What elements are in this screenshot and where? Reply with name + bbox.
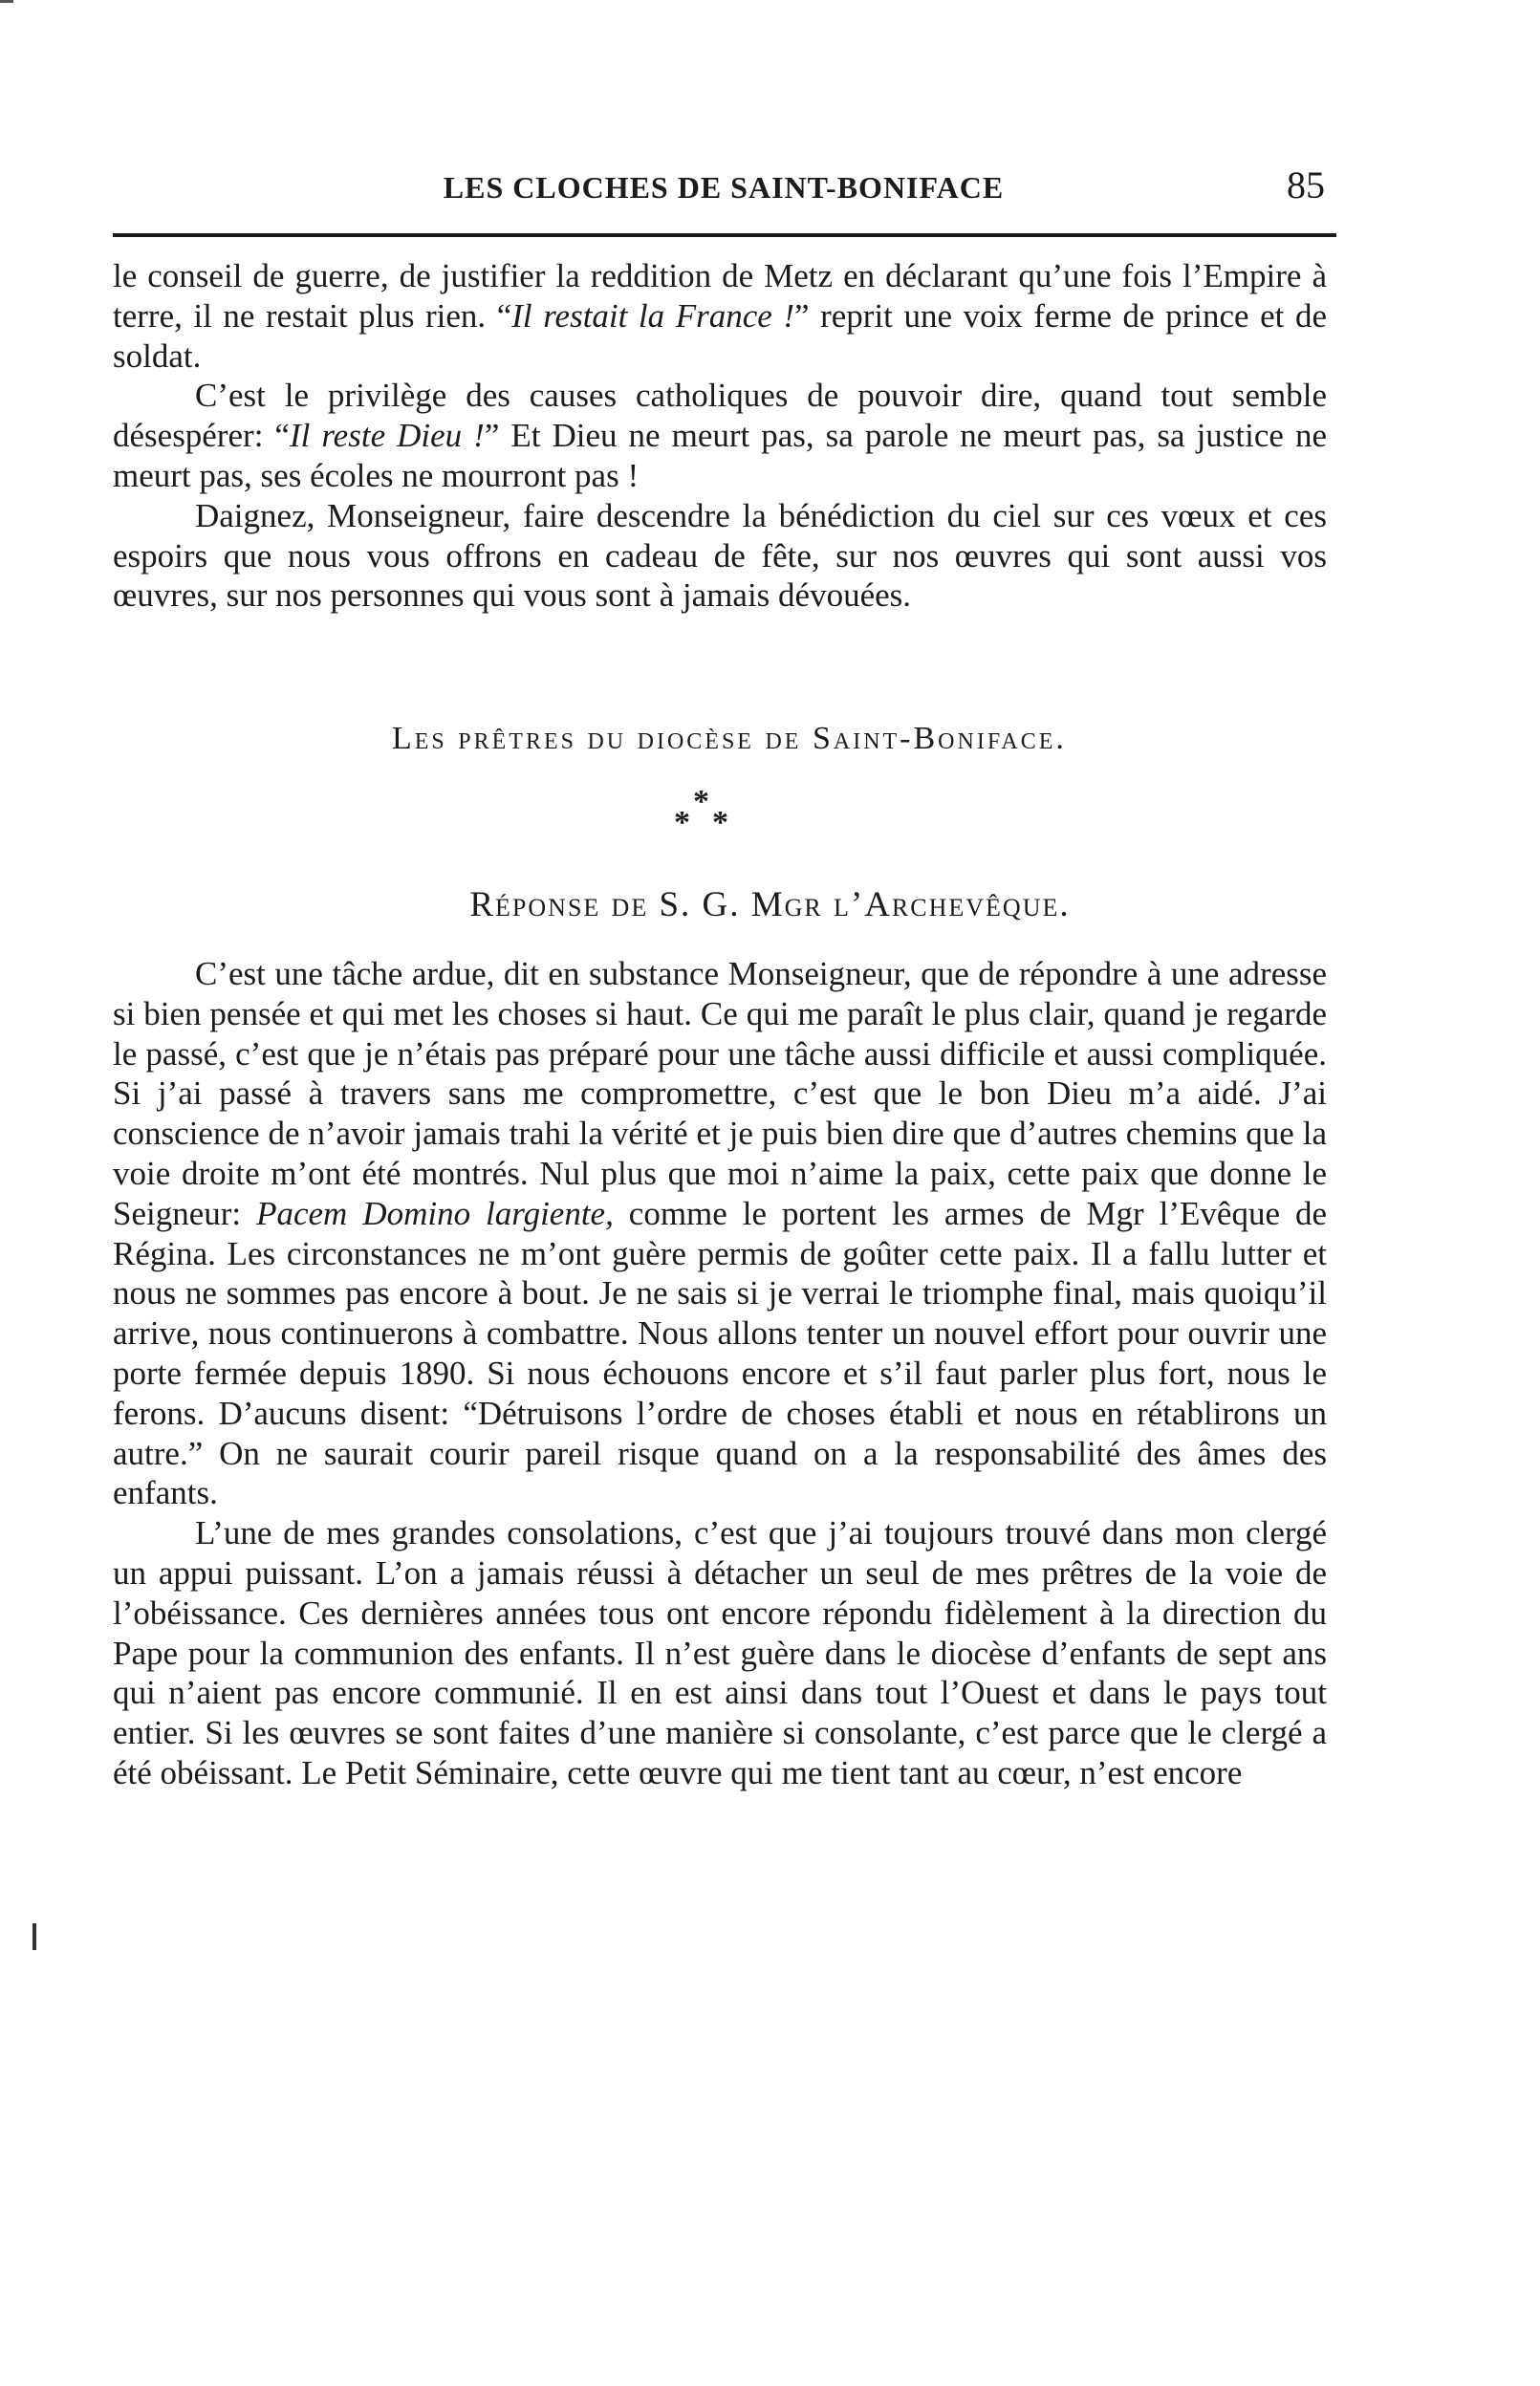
page-header [113, 164, 1334, 210]
margin-mark [33, 1923, 36, 1950]
running-title: LES CLOCHES DE SAINT-BONIFACE [443, 170, 1005, 205]
paragraph: Daignez, Monseigneur, faire descendre la bénédiction du ciel sur ces vœux et ces espoirs que nous vous offrons en cadeau de fête, sur nos œuvres qui sont aussi vos œuvres, sur nos personnes qui vous sont à jamais dévouées. [113, 496, 1327, 615]
text-run: ” reprit une voix ferme de prince et de soldat. [113, 296, 1327, 375]
scan-edge-mark [0, 0, 1540, 3]
text-run: C’est le privilège des causes catholiques de pouvoir dire, quand tout semble désespérer: “ [113, 377, 1327, 455]
text-run: C’est une tâche ardue, dit en substance Monseigneur, que de répondre à une adresse si bien pensée et qui met les choses si haut. Ce qui me paraît le plus clair, quand je regarde le passé, c’est que je n’étais pas préparé pour une tâche aussi difficile et aussi compliquée. Si j’ai passé à travers sans me compromettre, c’est que le bon Dieu m’a aidé. J’ai conscience de n’avoir jamais trahi la vérité et je puis bien dire que d’autres chemins que la voie droite m’ont été montrés. Nul plus que moi n’aime la paix, cette paix que donne le Seigneur: [113, 955, 1327, 1232]
paragraph [113, 256, 1327, 376]
paragraph [113, 376, 1327, 495]
header-rule [113, 233, 1336, 237]
italic-quote: Il restait la France ! [511, 296, 795, 335]
archbishop-response [113, 954, 1327, 1793]
paragraph: L’une de mes grandes consolations, c’est que j’ai toujours trouvé dans mon clergé un appui puissant. L’on a jamais réussi à détacher un seul de mes prêtres de la voie de l’obéissance. Ces dernières années tous ont encore répondu fidèlement à la direction du Pape pour la communion des enfants. Il n’est guère dans le diocèse d’enfants de sept ans qui n’aient pas encore communié. Il en est ainsi dans tout l’Ouest et dans le pays tout entier. Si les œuvres se sont faites d’une manière si consolante, c’est parce que le clergé a été obéissant. Le Petit Séminaire, cette œuvre qui me tient tant au cœur, n’est encore [113, 1514, 1327, 1791]
page-number: 85 [1287, 163, 1325, 206]
italic-motto: Pacem Domino largiente, [256, 1194, 614, 1232]
text-run: comme le portent les armes de Mgr l’Evêque de Régina. Les circonstances ne m’ont guère permis de goûter cette paix. Il a fallu lutter et nous ne sommes pas encore à bout. Je ne sais si je verrai le triomphe final, mais quoiqu’il arrive, nous continuerons à combattre. Nous allons tenter un nouvel effort pour ouvrir une porte fermée depuis 1890. Si nous échouons encore et s’il faut parler plus fort, nous le ferons. D’aucuns disent: “Détruisons l’ordre de choses établi et nous en rétablirons un autre.” On ne saurait courir pareil risque quand on a la responsabilité des âmes des enfants. [113, 1194, 1327, 1512]
text-run: ” Et Dieu ne meurt pas, sa parole ne meurt pas, sa justice ne meurt pas, ses écoles ne mourront pas ! [113, 417, 1327, 494]
text-run: le conseil de guerre, de justifier la reddition de Metz en déclarant qu’une fois l’Empire à terre, il ne restait plus rien. “ [113, 257, 1327, 335]
paragraph [113, 954, 1327, 1513]
signature: Les prêtres du diocèse de Saint-Boniface. [392, 721, 1067, 756]
asterisk: * [674, 805, 690, 840]
italic-quote: Il reste Dieu ! [289, 417, 485, 455]
section-heading: Réponse de S. G. Mgr l’Archevêque. [469, 885, 1071, 924]
address-conclusion [113, 256, 1327, 616]
asterism-separator [664, 784, 779, 860]
asterisk: * [693, 784, 709, 819]
asterisk: * [712, 805, 728, 840]
